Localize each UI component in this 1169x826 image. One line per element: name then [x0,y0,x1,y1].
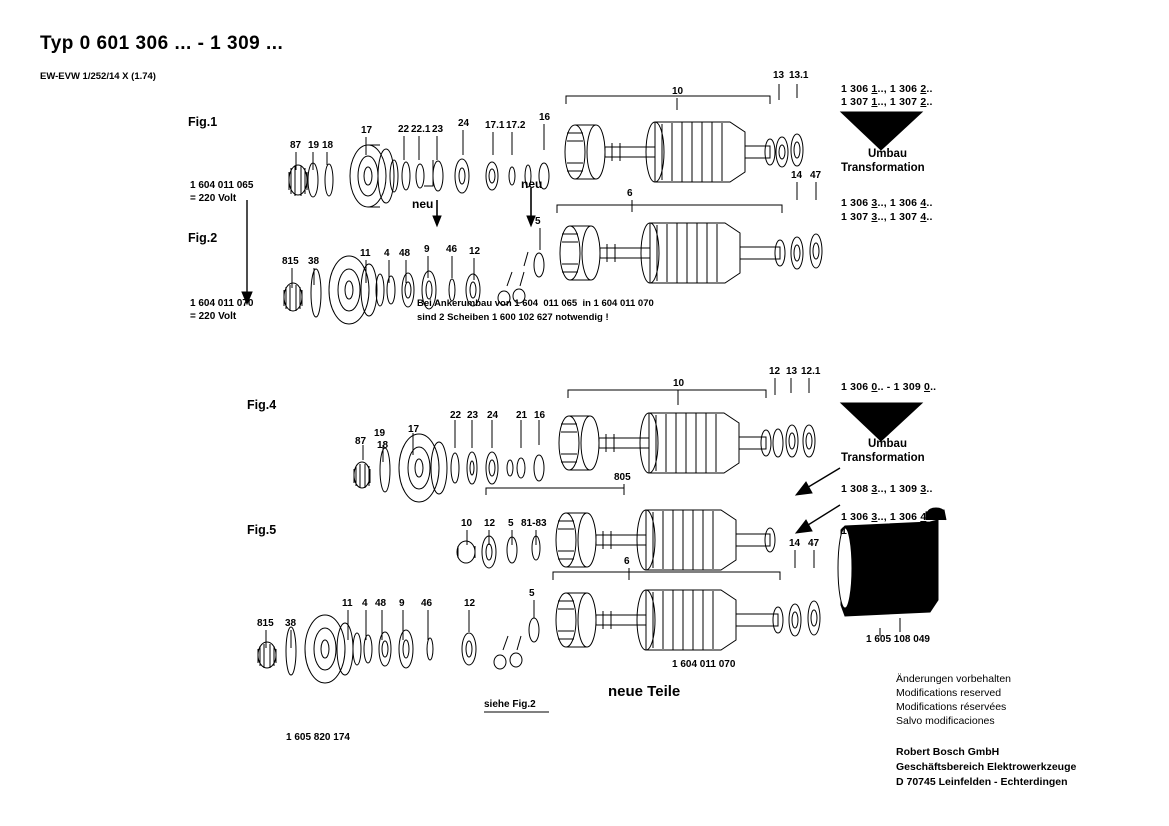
figure-label-4: Fig.4 [247,398,277,412]
callout5b-815: 815 [257,618,274,629]
part-number-housing: 1 605 108 049 [866,634,930,645]
footer-company-1: Robert Bosch GmbH [896,746,1000,758]
callout5b-48: 48 [375,598,387,609]
callout-87: 87 [290,140,302,151]
callout5a-5: 5 [508,518,514,529]
callout-24: 24 [458,118,470,129]
callout5a-12: 12 [484,518,496,529]
callout5a-805: 805 [614,472,631,483]
callout-47: 47 [810,170,822,181]
callout5a-81-83: 81-83 [521,518,547,529]
transformation-label-2: Transformation [841,452,925,464]
neu-label-1: neu [412,197,434,211]
document-code: EW-EVW 1/252/14 X (1.74) [40,71,156,82]
part-number-armature-065: 1 604 011 065 [190,180,254,191]
callout5a-10: 10 [461,518,473,529]
callout-38: 38 [308,256,320,267]
callout-46: 46 [446,244,458,255]
callout-6: 6 [627,188,633,199]
voltage-label-070: = 220 Volt [190,311,237,322]
callout5b-46: 46 [421,598,433,609]
footer-company-2: Geschäftsbereich Elektrowerkzeuge [896,761,1077,773]
callout-13: 13 [773,70,785,81]
callout5b-14: 14 [789,538,801,549]
type-code-block4: 1 308 3.., 1 309 3.. [841,483,933,495]
callout-11: 11 [360,248,371,259]
callout4-24: 24 [487,410,499,421]
callout4-12: 12 [769,366,781,377]
conversion-note-line2: sind 2 Scheiben 1 600 102 627 notwendig ! [417,312,609,323]
callout5b-38: 38 [285,618,297,629]
type-code-block3: 1 306 0.. - 1 309 0.. [841,381,937,393]
callout-10: 10 [672,86,684,97]
callout4-18: 18 [377,440,389,451]
footer-company-3: D 70745 Leinfelden - Echterdingen [896,776,1068,788]
callout-48: 48 [399,248,411,259]
callout5b-5: 5 [529,588,535,599]
page-title: Typ 0 601 306 ... - 1 309 ... [40,33,284,54]
callout4-16: 16 [534,410,546,421]
callout5b-9: 9 [399,598,405,609]
callout-22: 22 [398,124,410,135]
callout-23: 23 [432,124,444,135]
callout4-19: 19 [374,428,386,439]
callout5b-6: 6 [624,556,630,567]
part-number-new-armature: 1 604 011 070 [672,659,736,670]
type-code-block5-line2: 1 307 3.., 1 307 4.. [841,525,933,537]
callout5b-12: 12 [464,598,476,609]
callout4-21: 21 [516,410,528,421]
callout-12: 12 [469,246,481,257]
umbau-label-2: Umbau [868,438,907,450]
umbau-label-1: Umbau [868,148,907,160]
footer-disclaimer-4: Salvo modificaciones [896,715,995,727]
callout4-22: 22 [450,410,462,421]
voltage-label-065: = 220 Volt [190,193,237,204]
conversion-note-line1: Bei Ankerumbau von 1 604 011 065 in 1 604 011 070 [417,298,654,309]
neu-label-2: neu [521,177,543,191]
callout-19: 19 [308,140,320,151]
type-code-block1-line2: 1 307 1.., 1 307 2.. [841,96,933,108]
callout4-10: 10 [673,378,685,389]
footer-disclaimer-3: Modifications réservées [896,701,1007,713]
transformation-label-1: Transformation [841,162,925,174]
callout4-13: 13 [786,366,798,377]
callout-815: 815 [282,256,299,267]
callout4-23: 23 [467,410,479,421]
part-number-armature-070: 1 604 011 070 [190,298,254,309]
callout-13-1: 13.1 [789,70,809,81]
callout5b-47: 47 [808,538,820,549]
callout-9: 9 [424,244,430,255]
callout4-12-1: 12.1 [801,366,821,377]
callout5b-4: 4 [362,598,368,609]
callout4-87: 87 [355,436,367,447]
callout-4: 4 [384,248,390,259]
figure-label-5: Fig.5 [247,523,277,537]
type-code-block2-line1: 1 306 3.., 1 306 4.. [841,197,933,209]
part-number-field: 1 605 820 174 [286,732,350,743]
callout5b-11: 11 [342,598,353,609]
figure-label-2: Fig.2 [188,231,218,245]
type-code-block5-line1: 1 306 3.., 1 306 4.. [841,511,933,523]
callout-17-2: 17.2 [506,120,526,131]
callout-16: 16 [539,112,551,123]
neue-teile-label: neue Teile [608,683,681,700]
callout-5: 5 [535,216,541,227]
callout4-17: 17 [408,424,420,435]
type-code-block1-line1: 1 306 1.., 1 306 2.. [841,83,933,95]
callout-17-1: 17.1 [485,120,505,131]
callout-14: 14 [791,170,803,181]
footer-disclaimer-1: Änderungen vorbehalten [896,673,1012,685]
footer-disclaimer-2: Modifications reserved [896,687,1002,699]
callout-18: 18 [322,140,334,151]
siehe-fig2-label: siehe Fig.2 [484,699,536,710]
callout-22-1: 22.1 [411,124,431,135]
figure-label-1: Fig.1 [188,115,218,129]
callout-17: 17 [361,125,373,136]
type-code-block2-line2: 1 307 3.., 1 307 4.. [841,211,933,223]
